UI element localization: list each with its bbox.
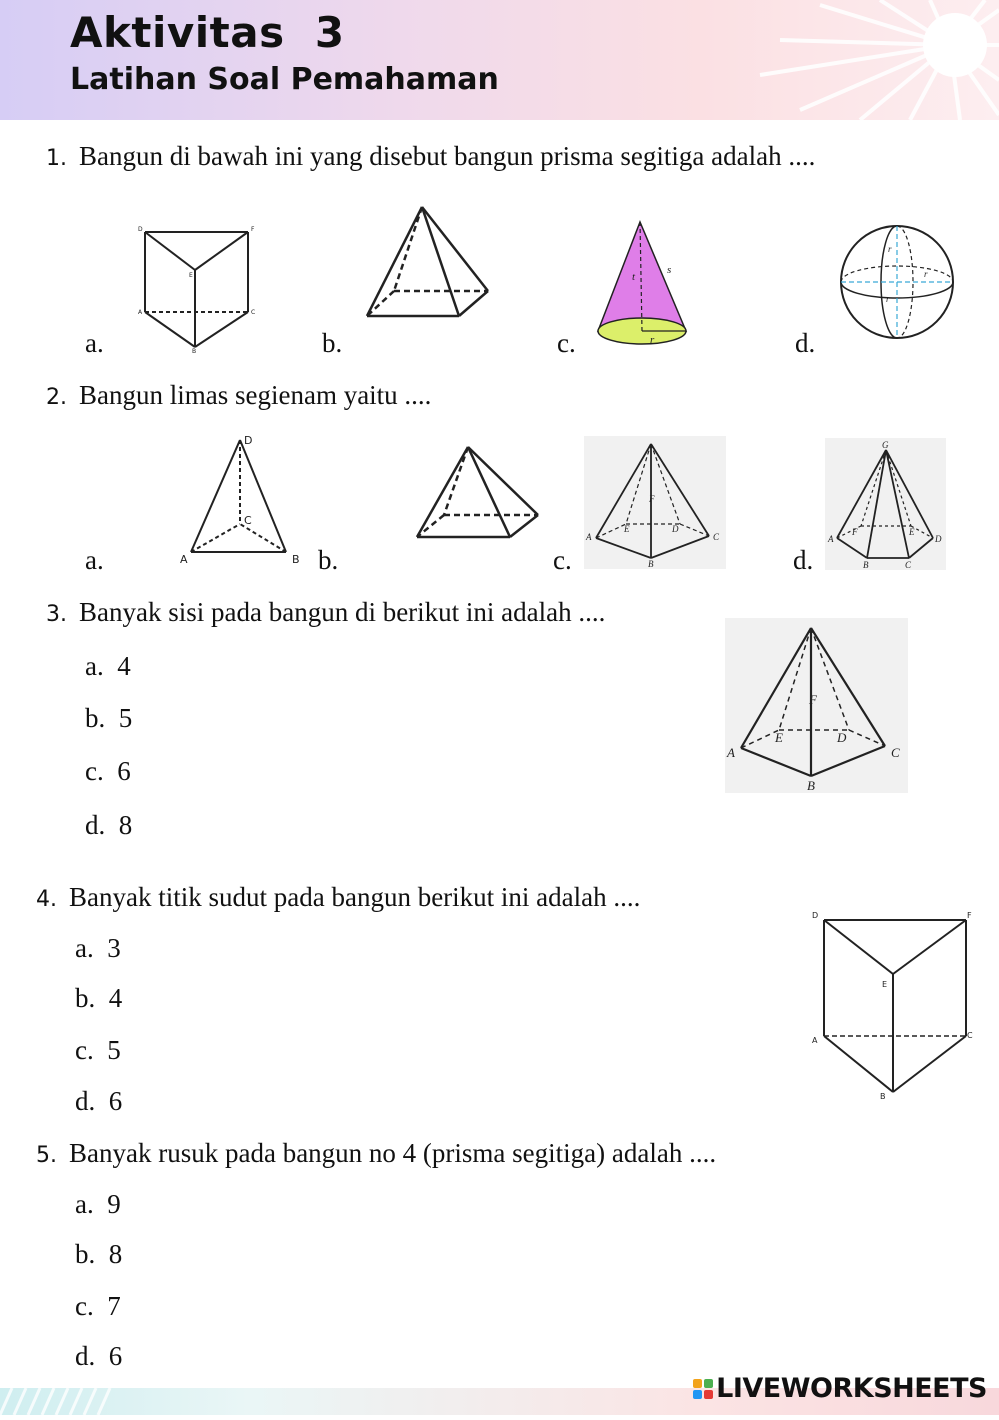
vertex-label: D (812, 911, 819, 920)
vertex-label: D (935, 534, 942, 544)
option-b-label: b. (322, 328, 343, 358)
vertex-label: F (649, 494, 655, 504)
header-banner (0, 0, 999, 120)
logo-text: LIVEWORKSHEETS (716, 1373, 987, 1404)
question-number: 5. (36, 1143, 57, 1168)
question-text: Bangun limas segienam yaitu .... (79, 380, 432, 410)
option-a-label: a. (85, 328, 104, 358)
option-c-label: c. (553, 545, 572, 575)
vertex-label: F (251, 226, 255, 233)
sphere-radius-label: r (924, 269, 928, 279)
option-d-label: d. (793, 545, 814, 575)
sphere-radius-label: r (886, 294, 890, 304)
logo-icon (693, 1379, 713, 1399)
cone-radius-label: r (650, 334, 655, 346)
question-number: 3. (46, 602, 67, 627)
answer-option-a[interactable]: a. 4 (85, 651, 131, 681)
vertex-label: C (713, 532, 720, 542)
vertex-label: D (672, 524, 679, 534)
option-c-label: c. (557, 328, 576, 358)
vertex-label: B (880, 1092, 886, 1100)
question-1 (46, 141, 815, 172)
vertex-label: E (189, 272, 193, 279)
answer-option-d[interactable]: d. 8 (85, 810, 133, 840)
answer-option-b[interactable]: b. 5 (85, 703, 133, 733)
cone-figure (594, 218, 694, 353)
cone-height-label: t (632, 271, 636, 283)
cone-slant-label: s (667, 264, 672, 276)
question-2 (46, 380, 431, 411)
triangular-prism-figure (135, 222, 260, 354)
vertex-label: A (138, 309, 143, 316)
option-d-label: d. (795, 328, 816, 358)
vertex-label: C (251, 309, 256, 316)
vertex-label: C (244, 514, 252, 527)
square-pyramid-figure (362, 203, 494, 323)
vertex-label: E (775, 730, 783, 745)
option-b-label: b. (318, 545, 339, 575)
answer-option-d[interactable]: d. 6 (75, 1341, 123, 1371)
answer-option-a[interactable]: a. 9 (75, 1189, 121, 1219)
vertex-label: C (967, 1031, 973, 1040)
logo-square (693, 1379, 702, 1388)
question-4 (36, 882, 640, 913)
vertex-label: E (882, 980, 888, 989)
vertex-label: A (727, 745, 735, 760)
vertex-label: C (891, 745, 900, 760)
pentagonal-pyramid-figure (725, 618, 908, 793)
answer-option-c[interactable]: c. 7 (75, 1291, 121, 1321)
vertex-label: B (863, 560, 869, 570)
vertex-label: C (905, 560, 912, 570)
option-a-label: a. (85, 545, 104, 575)
sphere-radius-label: r (888, 244, 892, 254)
logo-square (704, 1390, 713, 1399)
vertex-label: B (648, 559, 654, 569)
vertex-label: F (809, 692, 817, 707)
question-3 (46, 597, 605, 628)
footer-stripes (0, 1388, 300, 1415)
question-number: 4. (36, 887, 57, 912)
vertex-label: D (837, 730, 847, 745)
vertex-label: B (292, 553, 300, 566)
vertex-label: E (909, 527, 915, 537)
triangular-pyramid-figure (176, 432, 304, 570)
vertex-label: F (967, 911, 972, 920)
question-text: Bangun di bawah ini yang disebut bangun prisma segitiga adalah .... (79, 141, 816, 171)
answer-option-b[interactable]: b. 8 (75, 1239, 123, 1269)
logo-square (693, 1390, 702, 1399)
vertex-label: F (852, 527, 858, 537)
question-text: Banyak rusuk pada bangun no 4 (prisma segitiga) adalah .... (69, 1138, 717, 1168)
question-5 (36, 1138, 716, 1169)
answer-option-b[interactable]: b. 4 (75, 983, 123, 1013)
pentagonal-pyramid-figure (584, 436, 726, 569)
answer-option-c[interactable]: c. 6 (85, 756, 131, 786)
vertex-label: D (244, 434, 253, 447)
vertex-label: B (192, 348, 197, 354)
vertex-label: G (882, 440, 889, 450)
vertex-label: D (138, 226, 143, 233)
answer-option-c[interactable]: c. 5 (75, 1035, 121, 1065)
hexagonal-pyramid-figure (825, 438, 946, 570)
page-subtitle: Latihan Soal Pemahaman (70, 62, 499, 97)
vertex-label: A (180, 553, 188, 566)
vertex-label: B (807, 778, 815, 793)
question-number: 2. (46, 385, 67, 410)
answer-option-d[interactable]: d. 6 (75, 1086, 123, 1116)
question-number: 1. (46, 146, 67, 171)
question-text: Banyak titik sudut pada bangun berikut ini adalah .... (69, 882, 641, 912)
vertex-label: A (828, 534, 834, 544)
page-title: Aktivitas 3 (70, 8, 345, 57)
vertex-label: E (624, 524, 630, 534)
square-pyramid-figure (412, 443, 544, 543)
logo-square (704, 1379, 713, 1388)
triangular-prism-figure (808, 906, 978, 1100)
answer-option-a[interactable]: a. 3 (75, 933, 121, 963)
question-text: Banyak sisi pada bangun di berikut ini adalah .... (79, 597, 606, 627)
liveworksheets-logo[interactable] (693, 1373, 987, 1404)
vertex-label: A (586, 532, 592, 542)
sphere-figure (836, 222, 958, 344)
vertex-label: A (812, 1036, 818, 1045)
